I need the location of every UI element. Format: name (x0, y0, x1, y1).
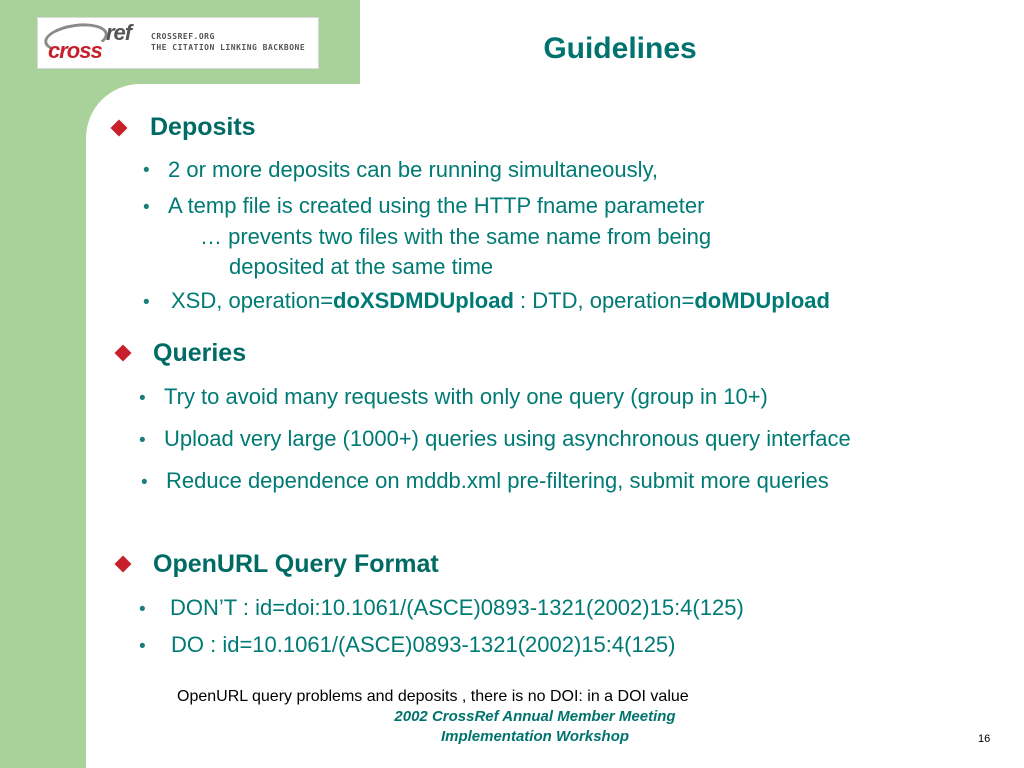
dot-bullet-icon: • (143, 292, 150, 313)
deposits-item-2-continuation-2: deposited at the same time (229, 254, 494, 279)
deposits-item-2: A temp file is created using the HTTP fname parameter (168, 193, 705, 218)
dot-bullet-icon: • (143, 197, 150, 218)
crossref-logo (37, 17, 319, 69)
page-number: 16 (978, 733, 991, 745)
footer-line-2: Implementation Workshop (440, 728, 630, 745)
dot-bullet-icon: • (139, 430, 146, 451)
dot-bullet-icon: • (143, 160, 150, 181)
deposits-item-3 (171, 288, 830, 314)
logo-url: CROSSREF.ORG (151, 32, 215, 41)
dot-bullet-icon: • (141, 472, 148, 493)
openurl-item-dont: DON’T : id=doi:10.1061/(ASCE)0893-1321(2002)15:4(125) (170, 595, 744, 620)
deposits-item-3-dtd-operation: doMDUpload (694, 288, 830, 313)
footer-line-1: 2002 CrossRef Annual Member Meeting (394, 708, 676, 725)
deposits-item-3-part-c: : DTD, operation= (513, 288, 695, 313)
queries-item-3: Reduce dependence on mddb.xml pre-filtering, submit more queries (166, 468, 829, 493)
logo-cross-text: cross (48, 38, 102, 63)
deposits-item-3-xsd-operation: doXSDMDUpload (333, 288, 514, 313)
dot-bullet-icon: • (139, 599, 146, 620)
logo-tagline: THE CITATION LINKING BACKBONE (151, 43, 306, 52)
deposits-item-3-part-a: XSD, operation= (171, 288, 334, 313)
deposits-item-1: 2 or more deposits can be running simultaneously, (168, 157, 658, 182)
dot-bullet-icon: • (139, 636, 146, 657)
openurl-item-do: DO : id=10.1061/(ASCE)0893-1321(2002)15:4(125) (171, 632, 676, 657)
queries-item-2: Upload very large (1000+) queries using asynchronous query interface (164, 426, 851, 451)
speaker-note: OpenURL query problems and deposits , there is no DOI: in a DOI value (177, 688, 689, 705)
logo-ref-text: ref (106, 20, 132, 45)
section-heading-queries: Queries (153, 339, 247, 367)
section-heading-openurl: OpenURL Query Format (153, 550, 439, 578)
deposits-item-2-continuation: … prevents two files with the same name from being (200, 224, 712, 249)
section-heading-deposits: Deposits (150, 113, 256, 141)
slide-title: Guidelines (543, 32, 697, 65)
dot-bullet-icon: • (139, 388, 146, 409)
queries-item-1: Try to avoid many requests with only one query (group in 10+) (164, 384, 768, 409)
